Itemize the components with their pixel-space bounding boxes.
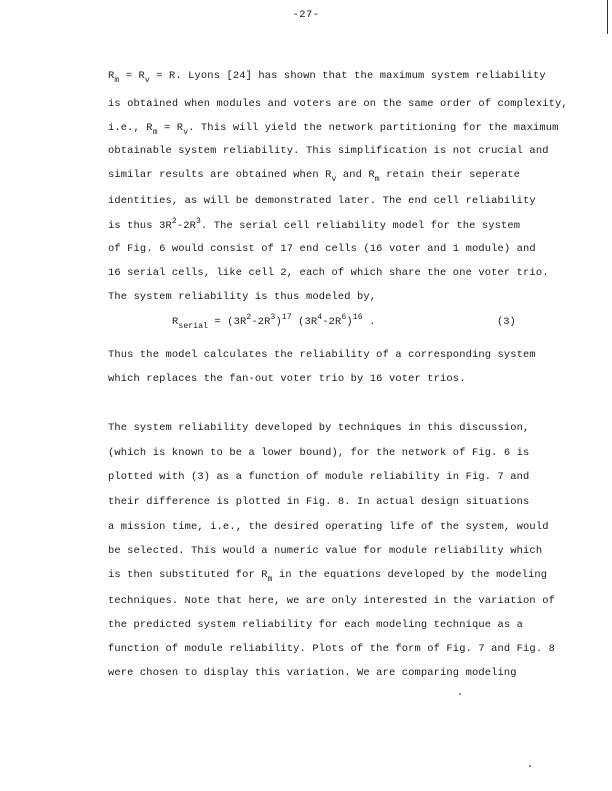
text-line-12: which replaces the fan-out voter trio by 16 voter trios. — [108, 373, 466, 385]
text-line-2: is obtained when modules and voters are on the same order of complexity, — [108, 98, 568, 110]
text-line-1: $R_m = R_v = R$. Lyons [24] has shown that the maximum system reliability — [108, 70, 546, 85]
paragraph2-line-11: were chosen to display this variation. We are comparing modeling — [108, 667, 517, 679]
text-line-7: is thus $3R^2-2R^3$. The serial cell reliability model for the system — [108, 217, 521, 232]
text-line-11: Thus the model calculates the reliability of a corresponding system — [108, 349, 536, 361]
paragraph2-line-3: plotted with (3) as a function of module reliability in Fig. 7 and — [108, 471, 530, 483]
text-line-5: similar results are obtained when $R_v$ and $R_m$ retain their seperate — [108, 169, 521, 184]
equation-number: (3) — [497, 316, 516, 328]
text-line-4: obtainable system reliability. This simplification is not crucial and — [108, 145, 549, 157]
text-line-10: The system reliability is thus modeled by, — [108, 291, 377, 303]
paragraph2-line-9: the predicted system reliability for each modeling technique as a — [108, 619, 524, 631]
text-line-6: identities, as will be demonstrated later. The end cell reliability — [108, 195, 536, 207]
scan-speck — [459, 693, 461, 695]
paragraph2-line-6: be selected. This would a numeric value for module reliability which — [108, 545, 543, 557]
paragraph2-line-1: The system reliability developed by techniques in this discussion, — [108, 422, 530, 434]
text-line-3: i.e., $R_m = R_v$. This will yield the network partitioning for the maximum — [108, 122, 559, 137]
paragraph2-line-7: is then substituted for $R_m$ in the equations developed by the modeling — [108, 569, 548, 584]
paragraph2-line-10: function of module reliability. Plots of the form of Fig. 7 and Fig. 8 — [108, 643, 555, 655]
text-line-9: 16 serial cells, like cell 2, each of which share the one voter trio. — [108, 267, 549, 279]
paragraph2-line-2: (which is known to be a lower bound), for the network of Fig. 6 is — [108, 447, 530, 459]
paragraph2-line-4: their difference is plotted in Fig. 8. In actual design situations — [108, 496, 530, 508]
paragraph2-line-5: a mission time, i.e., the desired operating life of the system, would — [108, 521, 549, 533]
page-number: -27- — [292, 9, 320, 21]
scan-speck — [529, 765, 531, 767]
paragraph2-line-8: techniques. Note that here, we are only interested in the variation of — [108, 595, 555, 607]
text-line-8: of Fig. 6 would consist of 17 end cells (16 voter and 1 module) and — [108, 243, 536, 255]
equation-serial-reliability: $R_{serial} = (3R^2-2R^3)^{17}$ $(3R^4-2R^6)^{16}$ . — [172, 313, 376, 331]
